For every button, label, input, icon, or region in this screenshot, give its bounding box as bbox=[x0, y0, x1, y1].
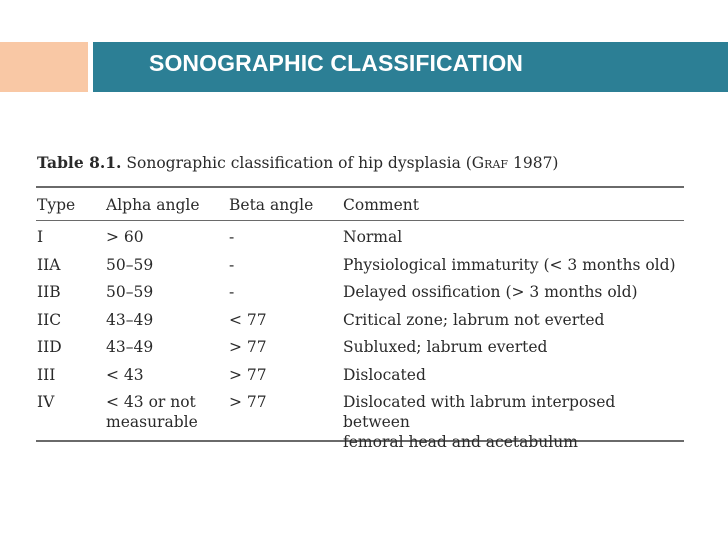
header-type: Type bbox=[37, 196, 76, 214]
cell-alpha: 50–59 bbox=[106, 255, 154, 274]
table-row bbox=[36, 276, 684, 304]
cell-type: IID bbox=[37, 338, 62, 356]
cell-comment bbox=[343, 392, 684, 452]
table-header-row bbox=[36, 188, 684, 220]
title-bar bbox=[93, 42, 728, 92]
cell-comment: Dislocated bbox=[343, 365, 426, 384]
cell-type: III bbox=[37, 365, 56, 384]
caption-year: 1987) bbox=[512, 154, 559, 172]
header-comment: Comment bbox=[343, 196, 419, 214]
table-row bbox=[36, 249, 684, 277]
cell-alpha-line2: measurable bbox=[106, 413, 198, 431]
cell-beta: - bbox=[229, 228, 235, 246]
cell-type: IV bbox=[37, 393, 55, 411]
cell-alpha: 43–49 bbox=[106, 310, 154, 329]
cell-comment-line2: femoral head and acetabulum bbox=[343, 433, 578, 451]
cell-comment-line1: Dislocated with labrum interposed between bbox=[343, 393, 616, 431]
caption-text: Sonographic classification of hip dysplasia ( bbox=[126, 154, 472, 172]
caption-label: Table 8.1. bbox=[37, 153, 122, 172]
cell-beta: > 77 bbox=[229, 393, 267, 411]
slide-title: SONOGRAPHIC CLASSIFICATION bbox=[149, 50, 524, 76]
table-row bbox=[36, 386, 684, 451]
cell-comment: Normal bbox=[343, 228, 403, 246]
cell-comment: Delayed ossification (> 3 months old) bbox=[343, 283, 638, 301]
cell-type: IIC bbox=[37, 310, 62, 329]
cell-alpha: > 60 bbox=[106, 228, 144, 246]
cell-alpha: 50–59 bbox=[106, 283, 154, 301]
cell-alpha: < 43 bbox=[106, 365, 144, 384]
caption-author: Graf bbox=[471, 154, 509, 172]
cell-beta: - bbox=[229, 255, 235, 274]
cell-type: I bbox=[37, 228, 44, 246]
cell-alpha-line1: < 43 or not bbox=[106, 393, 196, 411]
cell-alpha: 43–49 bbox=[106, 338, 154, 356]
cell-comment: Physiological immaturity (< 3 months old) bbox=[343, 255, 676, 274]
cell-type: IIA bbox=[37, 255, 61, 274]
cell-alpha bbox=[106, 392, 198, 432]
header-alpha: Alpha angle bbox=[106, 196, 200, 214]
table-row bbox=[36, 304, 684, 332]
header-beta: Beta angle bbox=[229, 196, 314, 214]
table-body bbox=[36, 221, 684, 451]
table-caption bbox=[37, 150, 684, 176]
table-row bbox=[36, 331, 684, 359]
cell-comment: Critical zone; labrum not everted bbox=[343, 310, 605, 329]
cell-beta: > 77 bbox=[229, 365, 267, 384]
table-row bbox=[36, 221, 684, 249]
classification-table bbox=[36, 150, 684, 451]
cell-beta: > 77 bbox=[229, 338, 267, 356]
cell-type: IIB bbox=[37, 283, 61, 301]
table-row bbox=[36, 359, 684, 387]
accent-block bbox=[0, 42, 88, 92]
cell-comment: Subluxed; labrum everted bbox=[343, 338, 548, 356]
cell-beta: - bbox=[229, 283, 235, 301]
cell-beta: < 77 bbox=[229, 310, 267, 329]
